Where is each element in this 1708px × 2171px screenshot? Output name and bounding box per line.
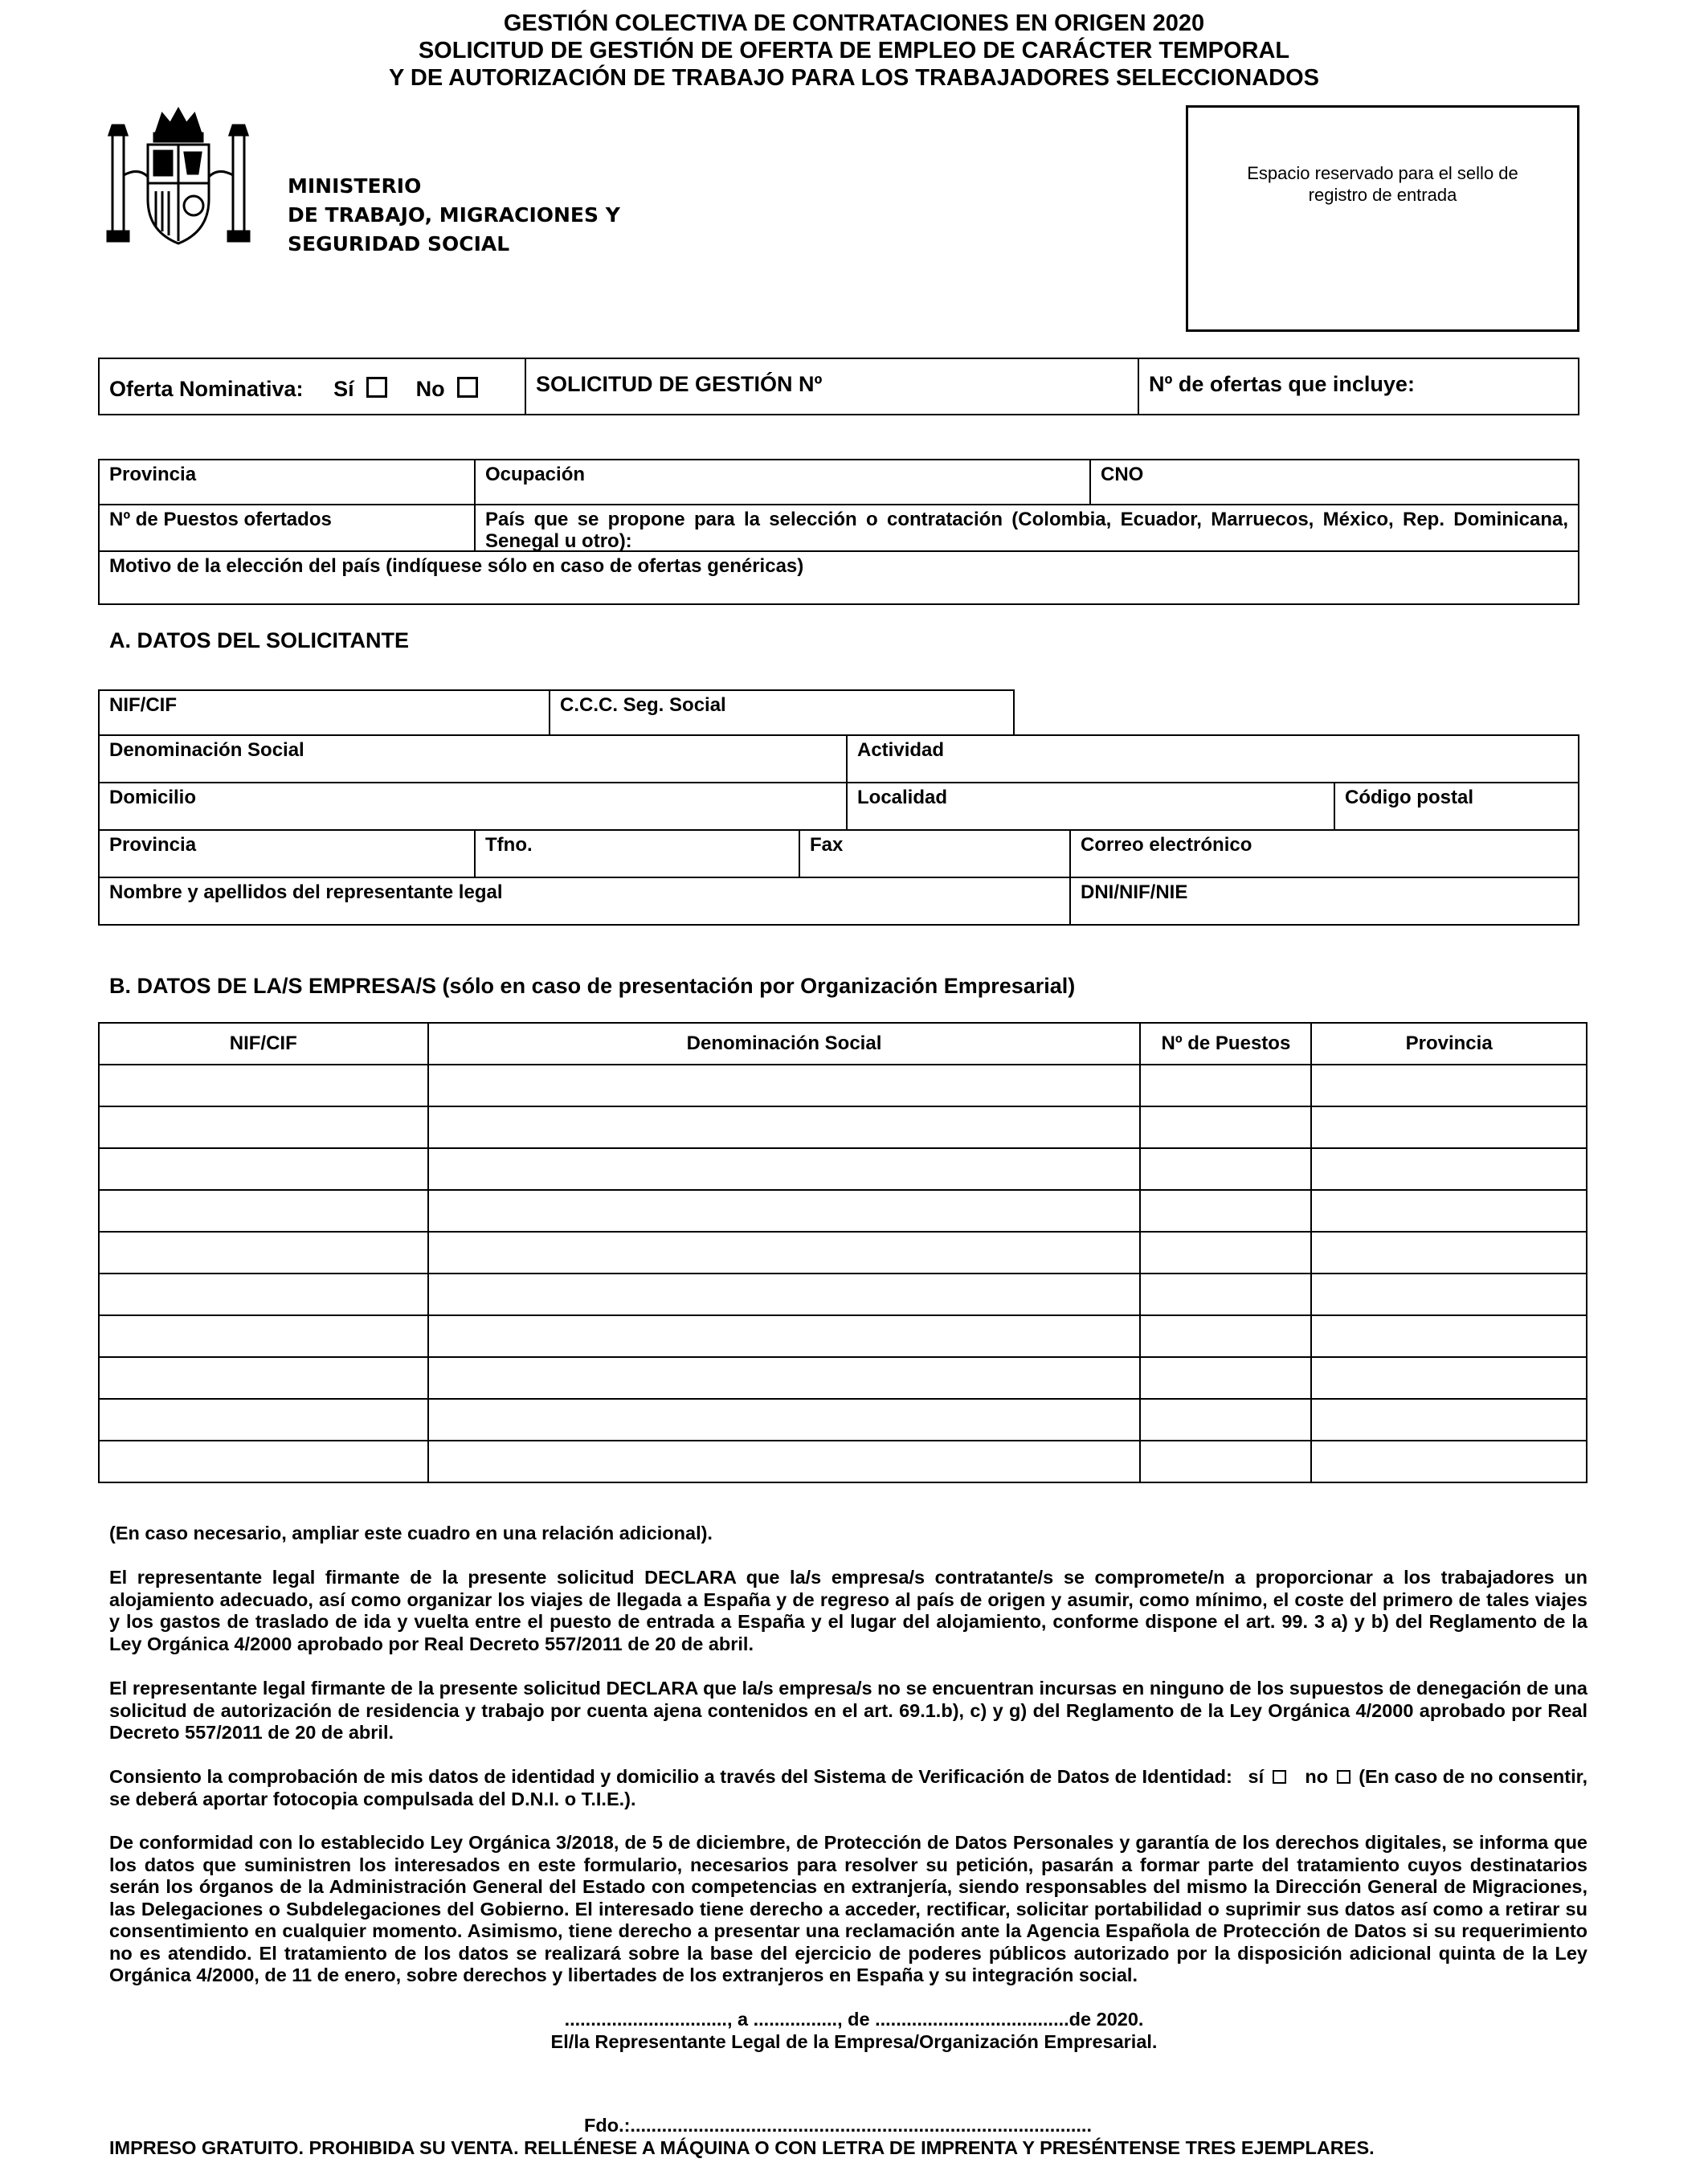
stamp-box-label-line1: Espacio reservado para el sello de (1247, 163, 1518, 183)
solicitante-localidad-label: Localidad (857, 787, 948, 808)
job-ocupacion-label: Ocupación (485, 464, 586, 485)
table-row (99, 1106, 1587, 1148)
column-header-provincia: Provincia (1311, 1023, 1587, 1065)
data-protection-notice: De conformidad con lo establecido Ley Orgánica 3/2018, de 5 de diciembre, de Protección de Datos Personales y garantía de los derechos digitales, se informa que los datos que suministren los interesados en este formulario, necesarios para resolver su petición, pasarán a formar parte del tratamiento cuyos destinatarios serán los órganos de la Administración General del Estado con competencias en extranjería, siendo responsables del mismo la Dirección General de Migraciones, las Delegaciones o Subdelegaciones del Gobierno. El interesado tiene derecho a acceder, rectificar, solicitar portabilidad o suprimir sus datos así como a retirar su consentimiento en cualquier momento. Asimismo, tiene derecho a presentar una reclamación ante la Agencia Española de Protección de Datos si su requerimiento no es atendido. El tratamiento de los datos se realizará sobre la base del ejercicio de poderes públicos autorizado por la disposición adicional quinta de la Ley Orgánica 4/2000, de 11 de enero, sobre derechos y libertades de los extranjeros en España y su integración social. (109, 1832, 1587, 1985)
num-ofertas-label: Nº de ofertas que incluye: (1149, 372, 1415, 396)
job-motivo-field[interactable] (98, 550, 1579, 605)
signature-role: El/la Representante Legal de la Empresa/Organización Empresarial. (550, 2031, 1158, 2052)
empresa-puestos-cell[interactable] (1140, 1357, 1311, 1399)
ministry-name (288, 172, 620, 259)
empresa-provincia-cell[interactable] (1311, 1399, 1587, 1441)
empresa-denominacion-cell[interactable] (428, 1315, 1141, 1357)
empresas-table (98, 1022, 1587, 1483)
solicitante-correo-label: Correo electrónico (1081, 834, 1252, 856)
empresa-nif-cell[interactable] (99, 1357, 428, 1399)
offer-si-checkbox[interactable] (366, 377, 387, 398)
empresa-denominacion-cell[interactable] (428, 1232, 1141, 1274)
representante-nombre-field[interactable] (98, 877, 1071, 926)
empresa-nif-cell[interactable] (99, 1065, 428, 1106)
empresa-nif-cell[interactable] (99, 1441, 428, 1482)
empresa-nif-cell[interactable] (99, 1399, 428, 1441)
consent-si-checkbox[interactable] (1273, 1770, 1286, 1784)
signature-date-line: ..............................., a ................, de .....................................de 2020. (564, 2009, 1144, 2030)
empresa-denominacion-cell[interactable] (428, 1148, 1141, 1190)
solicitante-correo-field[interactable] (1069, 829, 1579, 878)
job-puestos-label: Nº de Puestos ofertados (109, 509, 332, 530)
empresa-provincia-cell[interactable] (1311, 1441, 1587, 1482)
job-cno-label: CNO (1101, 464, 1144, 485)
solicitante-provincia-field[interactable] (98, 829, 476, 878)
consent-no-checkbox[interactable] (1337, 1770, 1350, 1784)
solicitante-fax-field[interactable] (799, 829, 1071, 878)
table-row (99, 1357, 1587, 1399)
solicitante-tfno-field[interactable] (474, 829, 800, 878)
job-provincia-field[interactable] (98, 459, 476, 505)
empresa-denominacion-cell[interactable] (428, 1399, 1141, 1441)
empresa-denominacion-cell[interactable] (428, 1274, 1141, 1315)
job-ocupacion-field[interactable] (474, 459, 1091, 505)
solicitante-denominacion-field[interactable] (98, 734, 848, 783)
empresa-denominacion-cell[interactable] (428, 1065, 1141, 1106)
declaration-alojamiento: El representante legal firmante de la presente solicitud DECLARA que la/s empresa/s contratante/s se compromete/n a proporcionar a los trabajadores un alojamiento adecuado, así como organizar los viajes de llegada a España y de regreso al país de origen y asumir, como mínimo, el coste del primero de tales viajes y los gastos de traslado de ida y vuelta entre el puesto de entrada a España y el lugar del alojamiento, conforme dispone el art. 99. 3 a) y b) del Reglamento de la Ley Orgánica 4/2000 aprobado por Real Decreto 557/2011 de 20 de abril. (109, 1567, 1587, 1654)
table-row (99, 1232, 1587, 1274)
empresa-provincia-cell[interactable] (1311, 1315, 1587, 1357)
solicitante-denominacion-label: Denominación Social (109, 739, 304, 761)
column-header-denominacion: Denominación Social (428, 1023, 1141, 1065)
offer-nominativa-cell (98, 358, 526, 415)
empresa-puestos-cell[interactable] (1140, 1106, 1311, 1148)
representante-dni-label: DNI/NIF/NIE (1081, 881, 1188, 903)
empresa-nif-cell[interactable] (99, 1148, 428, 1190)
empresa-provincia-cell[interactable] (1311, 1190, 1587, 1232)
table-row (99, 1190, 1587, 1232)
stamp-box-label-line2: registro de entrada (1308, 185, 1457, 205)
consent-note: (En caso de no consentir, se deberá aportar fotocopia compulsada del D.N.I. o T.I.E.). (109, 1766, 1588, 1809)
empresa-provincia-cell[interactable] (1311, 1148, 1587, 1190)
solicitante-domicilio-label: Domicilio (109, 787, 197, 808)
empresa-denominacion-cell[interactable] (428, 1441, 1141, 1482)
solicitante-nif-label: NIF/CIF (109, 694, 177, 716)
job-pais-label: País que se propone para la selección o contratación (Colombia, Ecuador, Marruecos, México, Rep. Dominicana, Senegal u otro): (485, 509, 1568, 552)
empresa-provincia-cell[interactable] (1311, 1232, 1587, 1274)
offer-si-label: Sí (333, 377, 354, 401)
table-row (99, 1399, 1587, 1441)
solicitante-actividad-label: Actividad (857, 739, 945, 761)
solicitante-domicilio-field[interactable] (98, 782, 848, 831)
table-note: (En caso necesario, ampliar este cuadro en una relación adicional). (109, 1523, 713, 1543)
section-b-title: B. DATOS DE LA/S EMPRESA/S (sólo en caso de presentación por Organización Empresarial) (109, 974, 1076, 998)
coat-of-arms-icon (106, 103, 251, 251)
solicitante-cp-label: Código postal (1345, 787, 1473, 808)
solicitante-actividad-field[interactable] (846, 734, 1579, 783)
empresa-puestos-cell[interactable] (1140, 1232, 1311, 1274)
ministry-line3: SEGURIDAD SOCIAL (288, 232, 510, 256)
representante-dni-field[interactable] (1069, 877, 1579, 926)
form-title-line2: SOLICITUD DE GESTIÓN DE OFERTA DE EMPLEO DE CARÁCTER TEMPORAL (418, 38, 1290, 63)
form-title-line3: Y DE AUTORIZACIÓN DE TRABAJO PARA LOS TRABAJADORES SELECCIONADOS (389, 65, 1319, 91)
empresa-denominacion-cell[interactable] (428, 1190, 1141, 1232)
empresas-table-header (99, 1023, 1587, 1065)
empresa-puestos-cell[interactable] (1140, 1441, 1311, 1482)
empresa-nif-cell[interactable] (99, 1106, 428, 1148)
empresa-nif-cell[interactable] (99, 1232, 428, 1274)
solicitante-fax-label: Fax (810, 834, 844, 856)
empresa-puestos-cell[interactable] (1140, 1315, 1311, 1357)
empresa-puestos-cell[interactable] (1140, 1190, 1311, 1232)
empresa-denominacion-cell[interactable] (428, 1357, 1141, 1399)
job-provincia-label: Provincia (109, 464, 197, 485)
empresa-nif-cell[interactable] (99, 1274, 428, 1315)
table-row (99, 1274, 1587, 1315)
table-row (99, 1315, 1587, 1357)
representante-nombre-label: Nombre y apellidos del representante legal (109, 881, 503, 903)
solicitante-nif-field[interactable] (98, 689, 550, 736)
table-row (99, 1065, 1587, 1106)
solicitante-cp-field[interactable] (1334, 782, 1579, 831)
empresa-nif-cell[interactable] (99, 1190, 428, 1232)
empresa-denominacion-cell[interactable] (428, 1106, 1141, 1148)
offer-no-checkbox[interactable] (457, 377, 478, 398)
solicitante-ccc-label: C.C.C. Seg. Social (560, 694, 726, 716)
solicitante-tfno-label: Tfno. (485, 834, 533, 856)
consent-si-label: sí (1248, 1766, 1265, 1787)
footer-notice: IMPRESO GRATUITO. PROHIBIDA SU VENTA. RELLÉNESE A MÁQUINA O CON LETRA DE IMPRENTA Y PRESÉNTENSE TRES EJEMPLARES. (109, 2137, 1375, 2158)
table-row (99, 1441, 1587, 1482)
table-row (99, 1148, 1587, 1190)
consent-paragraph (109, 1766, 1587, 1810)
signature-fdo-line: Fdo.:........................................................................................ (584, 2115, 1092, 2136)
ministry-line2: DE TRABAJO, MIGRACIONES Y (288, 203, 620, 227)
empresa-provincia-cell[interactable] (1311, 1065, 1587, 1106)
solicitud-number-label: SOLICITUD DE GESTIÓN Nº (536, 372, 823, 396)
offer-no-label: No (415, 377, 445, 401)
empresa-puestos-cell[interactable] (1140, 1148, 1311, 1190)
ministry-line1: MINISTERIO (288, 174, 422, 198)
empresa-provincia-cell[interactable] (1311, 1106, 1587, 1148)
empresa-nif-cell[interactable] (99, 1315, 428, 1357)
empresa-puestos-cell[interactable] (1140, 1065, 1311, 1106)
empresa-provincia-cell[interactable] (1311, 1357, 1587, 1399)
job-motivo-label: Motivo de la elección del país (indíquese sólo en caso de ofertas genéricas) (109, 555, 804, 577)
solicitud-number-field[interactable] (525, 358, 1139, 415)
consent-text: Consiento la comprobación de mis datos de identidad y domicilio a través del Sistema de Verificación de Datos de Identidad: (109, 1766, 1232, 1787)
empresa-puestos-cell[interactable] (1140, 1274, 1311, 1315)
solicitante-localidad-field[interactable] (846, 782, 1335, 831)
form-title-line1: GESTIÓN COLECTIVA DE CONTRATACIONES EN ORIGEN 2020 (503, 10, 1205, 36)
declaration-denegacion: El representante legal firmante de la presente solicitud DECLARA que la/s empresa/s no se encuentran incursas en ninguno de los supuestos de denegación de una solicitud de autorización de residencia y trabajo por cuenta ajena contenidos en el art. 69.1.b), c) y g) del Reglamento de la Ley Orgánica 4/2000 aprobado por Real Decreto 557/2011 de 20 de abril. (109, 1678, 1587, 1743)
empresa-provincia-cell[interactable] (1311, 1274, 1587, 1315)
job-puestos-field[interactable] (98, 504, 476, 552)
offer-nominativa-label: Oferta Nominativa: (109, 377, 304, 401)
column-header-nif: NIF/CIF (99, 1023, 428, 1065)
consent-no-label: no (1305, 1766, 1329, 1787)
empresa-puestos-cell[interactable] (1140, 1399, 1311, 1441)
registry-stamp-box (1186, 105, 1579, 332)
column-header-puestos: Nº de Puestos (1140, 1023, 1311, 1065)
solicitante-ccc-field[interactable] (549, 689, 1015, 736)
section-a-title: A. DATOS DEL SOLICITANTE (109, 628, 410, 652)
num-ofertas-field[interactable] (1138, 358, 1579, 415)
job-cno-field[interactable] (1089, 459, 1579, 505)
solicitante-provincia-label: Provincia (109, 834, 197, 856)
job-pais-field[interactable] (474, 504, 1579, 552)
